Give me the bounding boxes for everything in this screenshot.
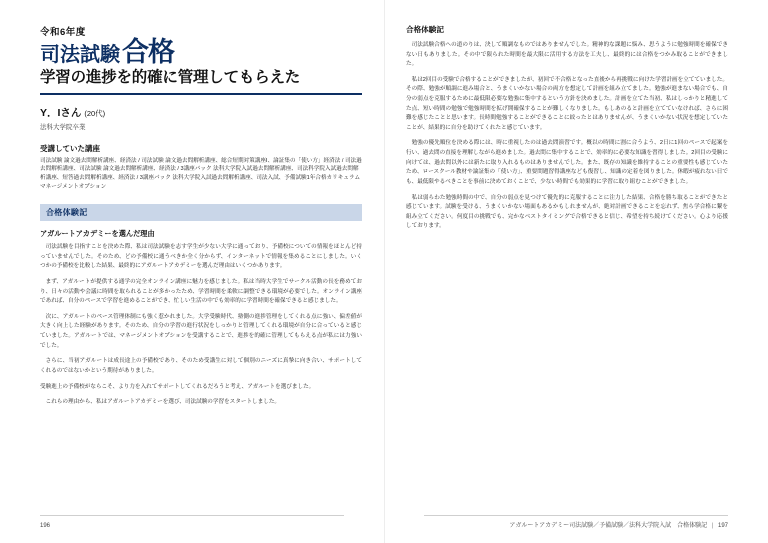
right-section-heading: 合格体験記 (406, 25, 444, 34)
exam-title: 司法試験 (40, 44, 120, 66)
footer-rule (40, 515, 344, 516)
paragraph: さらに、当初アガルートは成長途上の予備校であり、そのため受講生に対して個別のニーズに真摯に向き合い、サポートしてくれるのではないかという期待がありました。 (40, 358, 362, 374)
pass-accent: 合格 (122, 37, 174, 67)
interviewee-name (40, 105, 362, 120)
paragraph: 私は弱らわた勉強時間の中で、自分の弱点を見つけて優先的に克服することに注力した結果、合格を勝ち取ることができたと感じています。試験を受ける、うまくいかない場面もあるかもしれませんが、絶対計画できることを忘れず、焦ら学合格に繋を組み立てください。何度目の挑戦でも、完かなベストタイミングで合格できると信じ、希望を持ち続けてください。心より応援しております。 (406, 194, 728, 230)
courses-label: 受講していた講座 (40, 143, 100, 153)
year-label: 令和6年度 (40, 27, 86, 38)
interviewee-affiliation: 法科大学院卒業 (40, 123, 86, 131)
article-subtitle: 学習の進捗を的確に管理してもらえた (40, 69, 362, 95)
paragraph: 司法試験を目指すことを決めた際、私は司法試験を志す学生が少ない大学に通っており、予備校についての情報をほとんど持っていませんでした。そのため、どの予備校に通うべきか全く分からず、インターネットで情報を集めることにしました。いくつかの予備校を比較した結果、最終的にアガルートアカデミーを選んだ理由はいくつかあります。 (40, 244, 362, 270)
paragraph: 次に、アガルートのペース管理体制にも強く惹かれました。大学受験時代、塾側の進捗管理をしてくれる点に強い、偏差値が大きく向上した経験があります。そのため、自分の学習の進行状況をしっかりと管理してくれる環境が自分に合っていると感じていました。アガルートでは、マネージメントオプションを受講することで、進捗を的確に管理してもらえる点が私には力強いでした。 (40, 313, 362, 349)
courses-text: 司法試験 論文過去問解析講座、経済法 / 司法試験 論文過去問解析講座、総合短期対策講座Ⅰ、論証集の「使い方」経済法 / 司法過去問解析講座、司法試験 論文過去問解析講座、経済法 / 3講座パック 法科大学院入試過去問解析講座、司法科学院入試過去問解析講座、短答過去問解析講座、経済法 / 3講座パック 法科大学院入試過去問解析講座、司法入試、予備試験1年合格カリキュラム マネージメントオプション (40, 157, 362, 190)
footer-title: アガルートアカデミー司法試験／予備試験／法科大学院入試 合格体験記 (509, 523, 708, 529)
interviewee-name-text: Y．Iさん (40, 106, 82, 119)
interviewee-age: (20代) (84, 108, 106, 118)
title-row (40, 39, 362, 66)
page-footer-right (509, 520, 728, 529)
page-number-left: 196 (40, 523, 51, 529)
paragraph: 受験進上の予備校がならこそ、より力を入れてサポートしてくれるだろうと考え、アガルートを選びました。 (40, 383, 315, 390)
paragraph: 司法試験合格への道のりは、決して順調なものではありませんでした。精神的な課題に悩み、思うように勉強時間を確保できない日もありました。その中で限られた時間を最大限に活用する方法を工夫し、最終的には合格をつかみ取ることができました。 (406, 42, 728, 68)
paragraph: まず、アガルートが提供する通学の完全オンライン講座に魅力を感じました。私は当時大学生でサークル活動の長を務めており、日々の活動や会議に時間を取られることが多かったため、学習時間を柔軟に調整できる環境が必要でした。オンライン講座であれば、自分のペースで学習を進めることができ、忙しい生活の中でも効率的に学習時間を確保できると感じました。 (40, 279, 362, 305)
section-heading: アガルートアカデミーを選んだ理由 (40, 229, 155, 239)
paragraph: これらの理由から、私はアガルートアカデミーを選び、司法試験の学習をスタートしました。 (45, 399, 281, 406)
right-page (384, 0, 768, 543)
paragraph: 私は2回目の受験で合格することができましたが、初回で不合格となった直後から再挑戦に向けた学習計画を立てていました。その際、勉強が順調に進み場合と、うまくいかない場合の両方を想定して計画を組み立てました。勉強が進まない場合でも、自分の弱点を克服するために最低限必要な勉強に集中するという方針を決めました。計画を立てた当初、私はしっかりと精進してた点、短い時間の勉強で勉強時間を拡げ開確保することが難しくなりました。もしあのると計画を立てていなければ、さらに困難を感じたことと思います。長時間勉強することができることに絞ったとはありませんが、うまくいかない状況を想定していたことが、結果的に自分を助けてくれたと感じています。 (406, 76, 728, 131)
page-number-right: 197 (717, 523, 728, 529)
footer-separator: | (711, 523, 714, 529)
section-band: 合格体験記 (40, 204, 362, 221)
footer-rule (424, 515, 728, 516)
paragraph: 勉強の優先順位を決める際には、時に重視したのは過去問演習です。概以の時間に割に合うよう、2日に1回のペースで起案を行い、過去問の直接を理解しながら進めました。過去問に集中することで、効率的に必要な知識を習得しました。2回目の受験に向けては、過去問以外には新たに取り入れるものはありませんでした。また、既存の知識を維持することの重要性も感じていたため、ロースクール教材や論証集の「使い方」、重要問題習得講座なども復習し、知識の定着を図りました。休暇が疲れない日でも、最低限やるべきことを事前に決めておくことで、少ない時間でも効果的に学習に取り組むことができました。 (406, 140, 728, 185)
